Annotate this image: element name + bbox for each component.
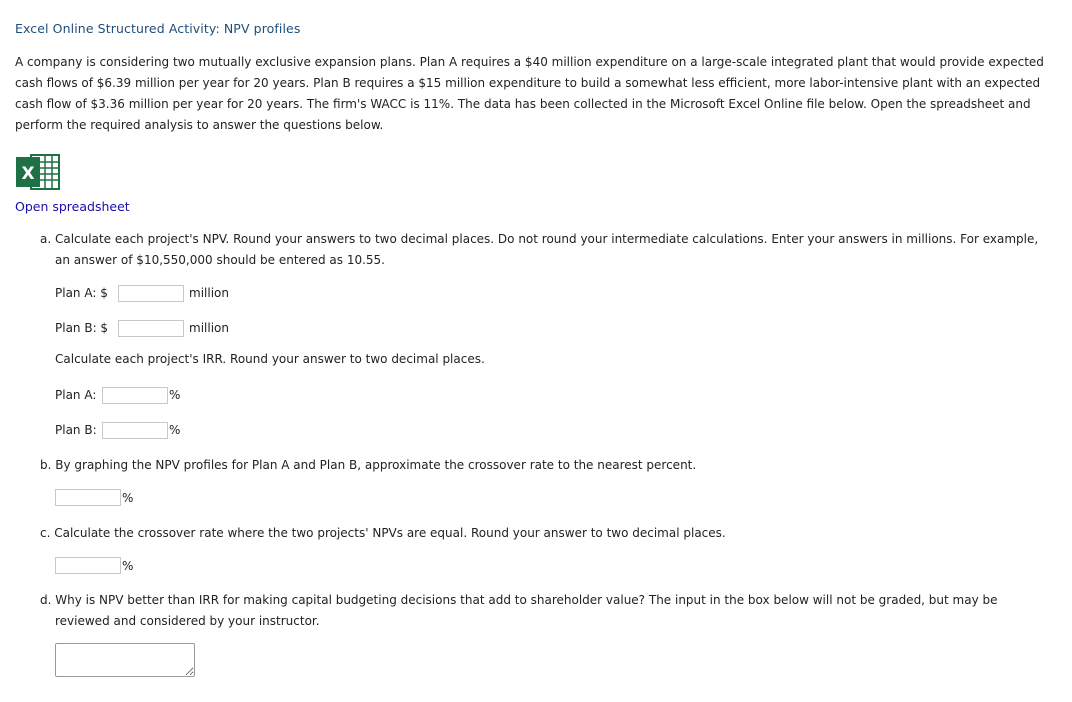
crossover-approx-percent: %	[122, 491, 134, 505]
problem-intro: A company is considering two mutually exclusive expansion plans. Plan A requires a $40 million expenditure on a large-scale integrated plant that would provide expected cash flows of $6.39 million per year for 20 years. Plan B requires a $15 million expenditure to build a somewhat less efficient, more labor-intensive plant with an expected cash flow of $3.36 million per year for 20 years. The firm's WACC is 11%. The data has been collected in the Microsoft Excel Online file below. Open the spreadsheet and perform the required analysis to answer the questions below.	[15, 55, 1044, 132]
npv-plan-a-input[interactable]	[118, 285, 184, 302]
question-c: c. Calculate the crossover rate where the two projects' NPVs are equal. Round your answer to two decimal places.	[40, 526, 726, 540]
excel-icon[interactable]	[15, 151, 63, 193]
npv-plan-b-input[interactable]	[118, 320, 184, 337]
npv-plan-a-unit: million	[189, 286, 229, 300]
question-d	[40, 590, 1055, 632]
irr-plan-b-percent: %	[169, 423, 181, 437]
crossover-exact-percent: %	[122, 559, 134, 573]
open-spreadsheet-link[interactable]: Open spreadsheet	[15, 199, 130, 214]
irr-plan-b-label: Plan B:	[55, 423, 97, 437]
irr-prompt: Calculate each project's IRR. Round your answer to two decimal places.	[55, 352, 485, 366]
crossover-exact-input[interactable]	[55, 557, 121, 574]
irr-plan-a-input[interactable]	[102, 387, 168, 404]
npv-plan-a-label: Plan A: $	[55, 286, 108, 300]
irr-plan-a-label: Plan A:	[55, 388, 97, 402]
crossover-approx-input[interactable]	[55, 489, 121, 506]
npv-plan-b-unit: million	[189, 321, 229, 335]
question-a	[40, 229, 1055, 271]
npv-plan-b-label: Plan B: $	[55, 321, 109, 335]
question-d-line1: d. Why is NPV better than IRR for making capital budgeting decisions that add to shareholder value? The input in the box below will not be graded, but may be	[40, 593, 998, 607]
irr-plan-b-input[interactable]	[102, 422, 168, 439]
question-b: b. By graphing the NPV profiles for Plan A and Plan B, approximate the crossover rate to the nearest percent.	[40, 458, 697, 472]
question-a-line1: a. Calculate each project's NPV. Round your answers to two decimal places. Do not round your intermediate calculations. Enter your answers in millions. For example,	[40, 232, 1039, 246]
irr-plan-a-percent: %	[169, 388, 181, 402]
question-d-line2: reviewed and considered by your instructor.	[55, 614, 320, 628]
svg-text:X: X	[21, 164, 35, 184]
activity-title: Excel Online Structured Activity: NPV profiles	[15, 21, 301, 36]
question-a-line2: an answer of $10,550,000 should be entered as 10.55.	[55, 253, 385, 267]
npv-vs-irr-textarea[interactable]	[55, 643, 195, 677]
